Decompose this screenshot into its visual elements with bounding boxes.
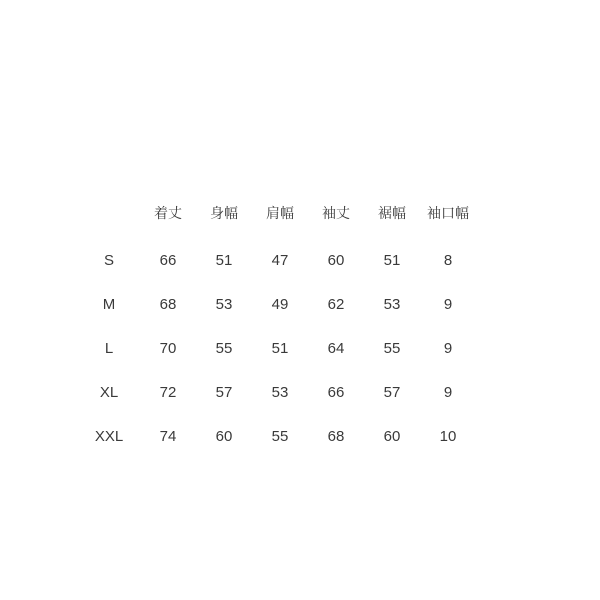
row-label-l: L bbox=[104, 339, 114, 357]
cell-m-susohaba: 53 bbox=[383, 295, 401, 313]
cell-m-sodetake: 62 bbox=[327, 295, 345, 313]
table-row bbox=[78, 370, 476, 414]
cell-xxl-kitake: 74 bbox=[159, 427, 177, 445]
cell-xl-kitake: 72 bbox=[159, 383, 177, 401]
table-row bbox=[78, 238, 476, 282]
cell-l-kitake: 70 bbox=[159, 339, 177, 357]
cell-l-susohaba: 55 bbox=[383, 339, 401, 357]
cell-s-sodeguchihaba: 8 bbox=[443, 251, 453, 269]
cell-xxl-sodeguchihaba: 10 bbox=[439, 427, 457, 445]
cell-l-katahaba: 51 bbox=[271, 339, 289, 357]
cell-l-sodetake: 64 bbox=[327, 339, 345, 357]
column-header-susohaba: 裾幅 bbox=[378, 205, 406, 221]
row-label-xxl: XXL bbox=[94, 427, 124, 445]
cell-s-mihaba: 51 bbox=[215, 251, 233, 269]
table-header-row bbox=[78, 200, 476, 238]
cell-xxl-sodetake: 68 bbox=[327, 427, 345, 445]
cell-m-sodeguchihaba: 9 bbox=[443, 295, 453, 313]
cell-l-sodeguchihaba: 9 bbox=[443, 339, 453, 357]
cell-xxl-mihaba: 60 bbox=[215, 427, 233, 445]
column-header-sodeguchihaba: 袖口幅 bbox=[427, 205, 469, 221]
row-label-m: M bbox=[102, 295, 116, 313]
table-row bbox=[78, 326, 476, 370]
cell-xxl-katahaba: 55 bbox=[271, 427, 289, 445]
table-header bbox=[78, 200, 476, 238]
cell-s-sodetake: 60 bbox=[327, 251, 345, 269]
cell-xxl-susohaba: 60 bbox=[383, 427, 401, 445]
table-body bbox=[78, 238, 476, 458]
cell-m-kitake: 68 bbox=[159, 295, 177, 313]
table-row bbox=[78, 414, 476, 458]
table-corner-cell bbox=[78, 200, 140, 238]
cell-xl-katahaba: 53 bbox=[271, 383, 289, 401]
cell-m-katahaba: 49 bbox=[271, 295, 289, 313]
cell-s-susohaba: 51 bbox=[383, 251, 401, 269]
table-row bbox=[78, 282, 476, 326]
column-header-kitake: 着丈 bbox=[154, 205, 182, 221]
size-chart-table bbox=[78, 200, 476, 458]
cell-s-katahaba: 47 bbox=[271, 251, 289, 269]
column-header-mihaba: 身幅 bbox=[210, 205, 238, 221]
cell-xl-susohaba: 57 bbox=[383, 383, 401, 401]
column-header-sodetake: 袖丈 bbox=[322, 205, 350, 221]
cell-l-mihaba: 55 bbox=[215, 339, 233, 357]
row-label-xl: XL bbox=[99, 383, 119, 401]
cell-s-kitake: 66 bbox=[159, 251, 177, 269]
cell-m-mihaba: 53 bbox=[215, 295, 233, 313]
cell-xl-mihaba: 57 bbox=[215, 383, 233, 401]
cell-xl-sodetake: 66 bbox=[327, 383, 345, 401]
cell-xl-sodeguchihaba: 9 bbox=[443, 383, 453, 401]
row-label-s: S bbox=[103, 251, 114, 269]
column-header-katahaba: 肩幅 bbox=[266, 205, 294, 221]
